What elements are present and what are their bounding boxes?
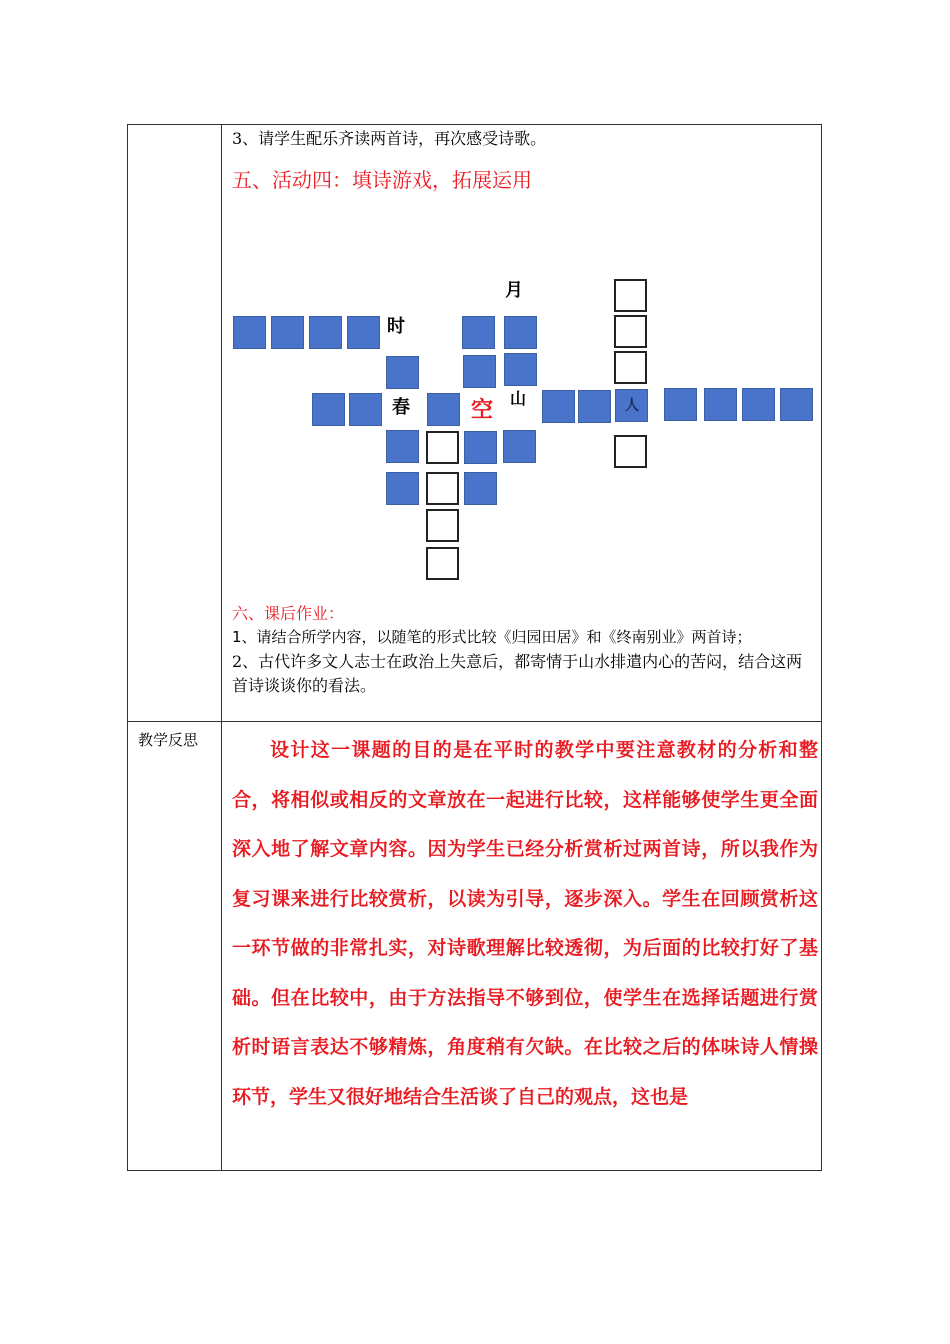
crossword-cell xyxy=(504,316,537,349)
crossword-cell xyxy=(312,393,345,426)
crossword-cell xyxy=(704,388,737,421)
table-row-divider xyxy=(127,721,822,722)
crossword-blank-cell xyxy=(614,435,647,468)
crossword-cell xyxy=(386,430,419,463)
crossword-char: 时 xyxy=(387,316,405,337)
reflection-paragraph: 设计这一课题的目的是在平时的教学中要注意教材的分析和整合，将相似或相反的文章放在一起进行比较，这样能够使学生更全面深入地了解文章内容。因为学生已经分析赏析过两首诗，所以我作为复习课来进行比较赏析，以读为引导，逐步深入。学生在回顾赏析这一环节做的非常扎实，对诗歌理解比较透彻，为后面的比较打好了基础。但在比较中，由于方法指导不够到位，使学生在选择话题进行赏析时语言表达不够精炼，角度稍有欠缺。在比较之后的体味诗人情操环节，学生又很好地结合生活谈了自己的观点，这也是 xyxy=(232,739,818,1108)
crossword-cell xyxy=(542,390,575,423)
crossword-blank-cell xyxy=(426,509,459,542)
crossword-blank-cell xyxy=(614,351,647,384)
section-5-heading: 五、活动四：填诗游戏，拓展运用 xyxy=(232,168,532,192)
crossword-blank-cell xyxy=(614,315,647,348)
crossword-cell xyxy=(233,316,266,349)
reflection-text xyxy=(232,726,818,1122)
crossword-cell xyxy=(780,388,813,421)
crossword-cell xyxy=(742,388,775,421)
crossword-blank-cell xyxy=(426,547,459,580)
crossword-cell xyxy=(347,316,380,349)
crossword-cell xyxy=(504,353,537,386)
reflection-label: 教学反思 xyxy=(138,731,199,749)
crossword-blank-cell xyxy=(426,472,459,505)
activity-line-3: 3、请学生配乐齐读两首诗，再次感受诗歌。 xyxy=(232,129,547,148)
section-6-heading: 六、课后作业： xyxy=(232,604,345,623)
crossword-cell xyxy=(309,316,342,349)
crossword-char: 春 xyxy=(392,397,410,418)
crossword-cell xyxy=(427,393,460,426)
crossword-cell xyxy=(578,390,611,423)
crossword-cell xyxy=(664,388,697,421)
crossword-char: 空 xyxy=(471,398,494,423)
homework-item-2: 2、古代许多文人志士在政治上失意后，都寄情于山水排遣内心的苦闷，结合这两首诗谈谈你的看法。 xyxy=(232,652,803,695)
table-column-divider xyxy=(221,124,222,1171)
homework-item-1: 1、请结合所学内容，以随笔的形式比较《归园田居》和《终南别业》两首诗； xyxy=(232,628,752,646)
crossword-cell xyxy=(386,472,419,505)
crossword-char: 月 xyxy=(505,280,523,301)
crossword-cell xyxy=(463,355,496,388)
crossword-cell xyxy=(386,356,419,389)
crossword-blank-cell xyxy=(614,279,647,312)
crossword-blank-cell xyxy=(426,431,459,464)
crossword-char: 人 xyxy=(625,398,639,414)
crossword-cell xyxy=(464,472,497,505)
crossword-cell xyxy=(271,316,304,349)
crossword-cell xyxy=(464,431,497,464)
crossword-cell xyxy=(349,393,382,426)
crossword-cell xyxy=(503,430,536,463)
crossword-char: 山 xyxy=(510,389,527,408)
crossword-cell xyxy=(462,316,495,349)
